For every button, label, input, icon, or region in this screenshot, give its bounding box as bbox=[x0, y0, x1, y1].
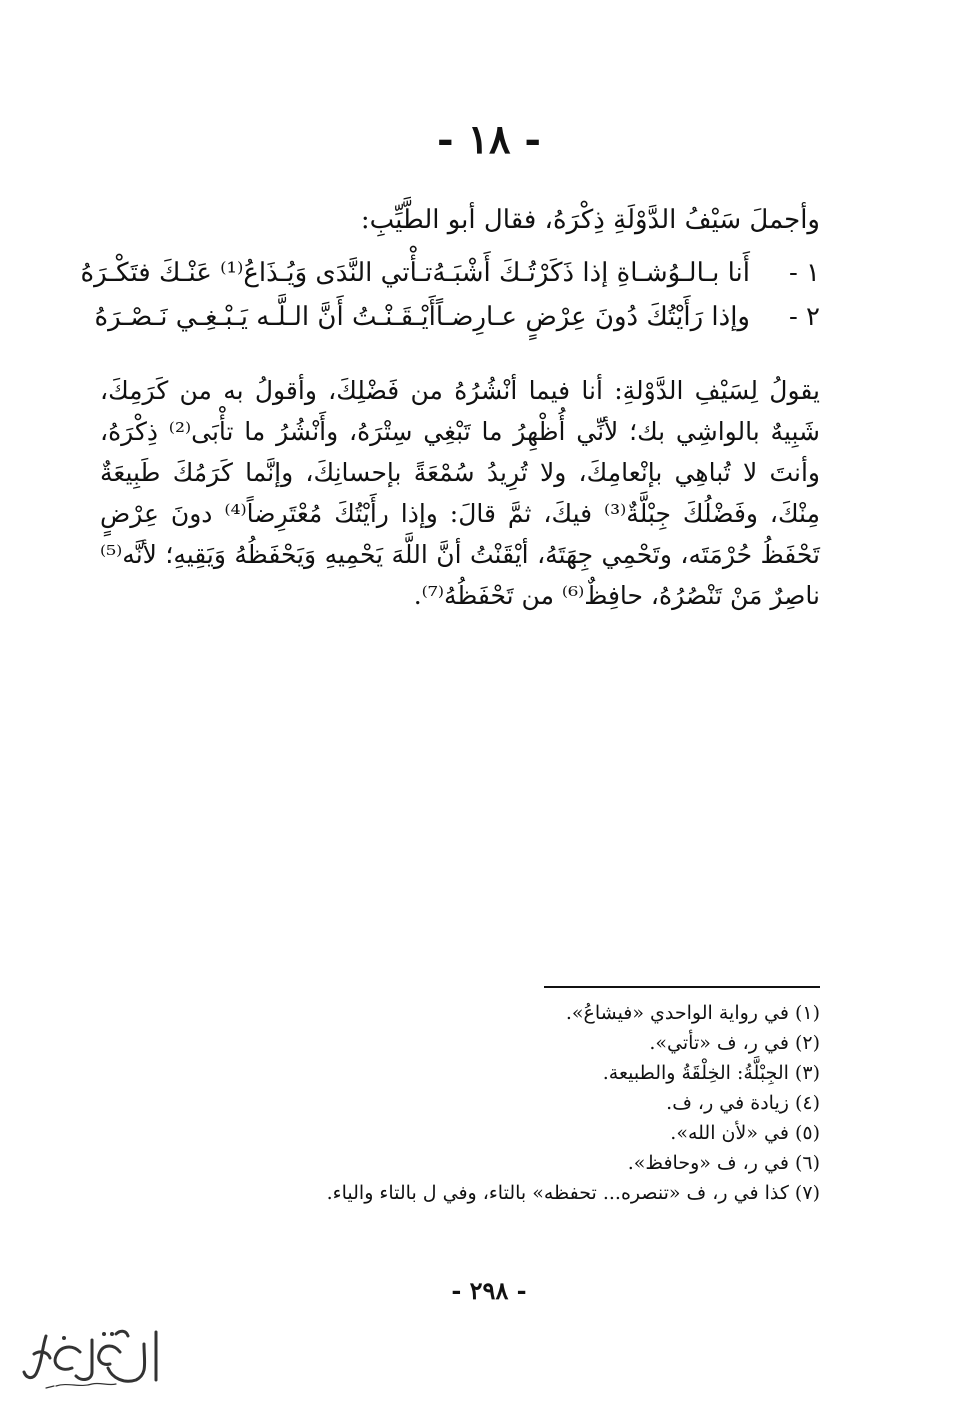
footnote-item: (٣) الجِبْلَّةُ: الخِلْقَةُ والطبيعة. bbox=[602, 1062, 820, 1084]
verse-number: ١ - bbox=[788, 258, 820, 288]
footnote-item: (٢) في ر، ف «تأتي». bbox=[649, 1032, 820, 1054]
chapter-page-label: - ١٨ - bbox=[436, 116, 542, 163]
page-number: - ٢٩٨ - bbox=[451, 1276, 527, 1305]
footnote-item: (١) في رواية الواحدي «فيشاعُ». bbox=[565, 1002, 820, 1024]
verse-first-hemistich: وإذا رَأَيْتُكَ دُونَ عِرْضٍ عـارِضـاً bbox=[435, 302, 750, 332]
verse-first-hemistich: أَنا بـالـوُشـاةِ إذا ذَكَرْتُـكَ أَشْبَـهُ bbox=[432, 258, 750, 288]
verse-number: ٢ - bbox=[788, 302, 820, 332]
verse-second-hemistich: تـأْتي النَّدَى وَيُـذَاعُ⁽¹⁾ عَنْـكَ فتَكْـرَهُ bbox=[80, 258, 433, 288]
footnote-item: (٧) كذا في ر، ف «تنصره... تحفظه» بالتاء، وفي ل بالتاء والياء. bbox=[326, 1182, 820, 1204]
calligraphy-logo-icon bbox=[16, 1322, 166, 1392]
footnote-item: (٦) في ر، ف «وحافظ». bbox=[627, 1152, 820, 1174]
footnotes-list bbox=[100, 998, 820, 1208]
verse-block bbox=[80, 258, 820, 346]
intro-line: وأجملَ سَيْفُ الدَّوْلَةِ ذِكْرَهُ، فقال أبو الطَّيِّبِ: bbox=[360, 205, 820, 235]
verse-line bbox=[94, 302, 820, 346]
verse-second-hemistich: أَيْـقَـنْـتُ أَنَّ الـلَّـه يَـبْـغِـي نَـصْـرَهُ bbox=[94, 302, 436, 332]
footnote-item: (٤) زيادة في ر، ف. bbox=[666, 1092, 820, 1114]
footnote-item: (٥) في «لأن الله». bbox=[670, 1122, 820, 1144]
footnote-divider bbox=[544, 986, 820, 988]
verse-line bbox=[80, 258, 820, 302]
commentary-paragraph: يقولُ لِسَيْفِ الدَّوْلةِ: أنا فيما أنْشُرُهُ من فَضْلِكَ، وأقولُ به من كَرَمِكَ، شَبِيهٌ بالواشِي بك؛ لأنِّي أُظْهِرُ ما تَبْغِي سِتْرَهُ، وأَنْشُرُ ما تأْبَى⁽²⁾ ذِكْرَهُ، وأنتَ لا تُباهِي بإنْعامِكَ، ولا تُرِيدُ سُمْعَةً بإحسانِكَ، وإنَّما كَرَمُكَ طَبِيعَةٌ مِنْكَ، وفَضْلُكَ جِبْلَّةٌ⁽³⁾ فيكَ، ثمَّ قالَ: وإذا رأَيْتُكَ مُعْتَرِضاً⁽⁴⁾ دونَ عِرْضٍ تَحْفَظُ حُرْمَتَه، وتَحْمِي جِهَتَهُ، أيْقَنْتُ أنَّ اللَّهَ يَحْمِيهِ وَيَحْفَظُهُ وَيَقِيهِ؛ لأنَّه⁽⁵⁾ ناصِرٌ مَنْ تَنْصُرُهُ، حافِظٌ⁽⁶⁾ من تَحْفَظُهُ⁽⁷⁾. bbox=[100, 376, 820, 610]
